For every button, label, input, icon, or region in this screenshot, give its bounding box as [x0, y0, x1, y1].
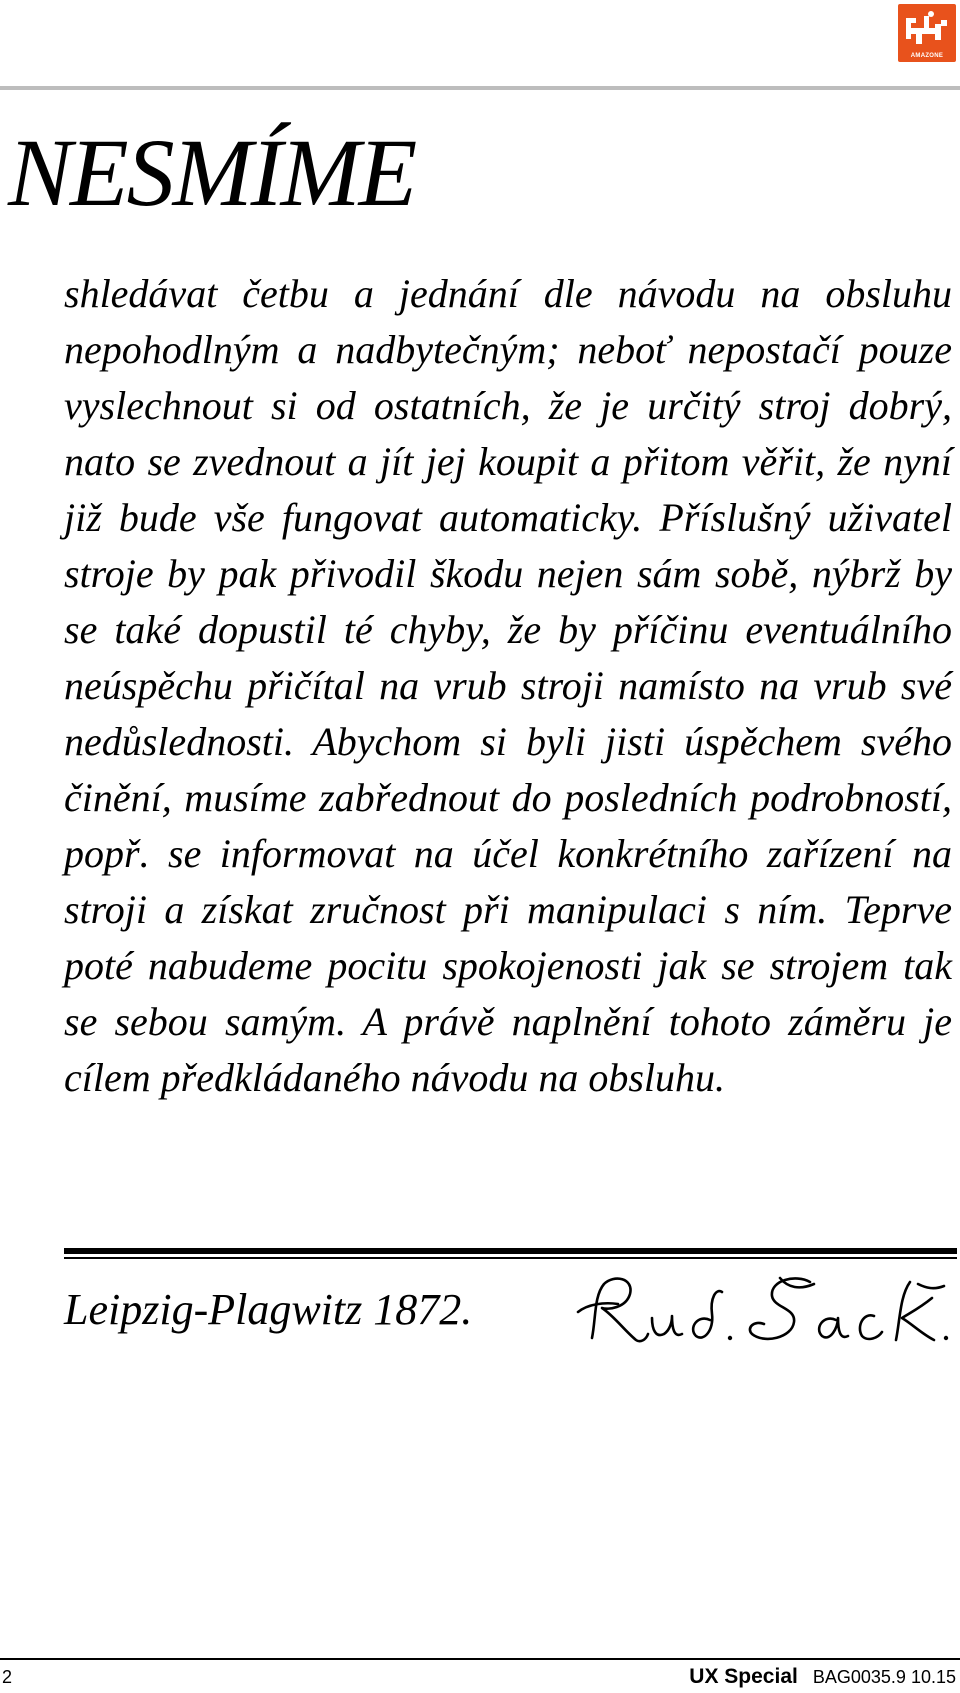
doc-date: 10.15: [910, 1667, 956, 1687]
footer-info: [689, 1666, 956, 1688]
place-date: Leipzig-Plagwitz 1872.: [64, 1285, 473, 1334]
header-rule: [0, 86, 960, 90]
logo-wordmark: AMAZONE: [910, 53, 944, 59]
amazone-logo: [898, 4, 956, 62]
section-divider: [64, 1248, 957, 1259]
signature-image: [574, 1268, 954, 1358]
page-title: NESMÍME: [8, 119, 416, 226]
doc-code: BAG0035.9: [812, 1667, 906, 1687]
footer-rule: [0, 1658, 960, 1660]
product-name: UX Special: [689, 1665, 798, 1688]
body-paragraph: shledávat četbu a jednání dle návodu na obsluhu nepohodlným a nadbytečným; neboť nepostačí pouze vyslechnout si od ostatních, že je určitý stroj dobrý, nato se zvednout a jít jej koupit a přitom věřit, že nyní již bude vše fungovat automaticky. Příslušný uživatel stroje by pak přivodil škodu nejen sám sobě, nýbrž by se také dopustil té chyby, že by příčinu eventuálního neúspěchu přičítal na vrub stroji namísto na vrub své nedůslednosti. Abychom si byli jisti úspěchem svého činění, musíme zabřednout do posledních podrobností, popř. se informovat na účel konkrétního zařízení na stroji a získat zručnost při manipulaci s ním. Teprve poté nabudeme pocitu spokojenosti jak se strojem tak se sebou samým. A právě naplnění tohoto záměru je cílem předkládaného návodu na obsluhu.: [64, 271, 952, 1100]
page-number: 2: [2, 1667, 13, 1687]
